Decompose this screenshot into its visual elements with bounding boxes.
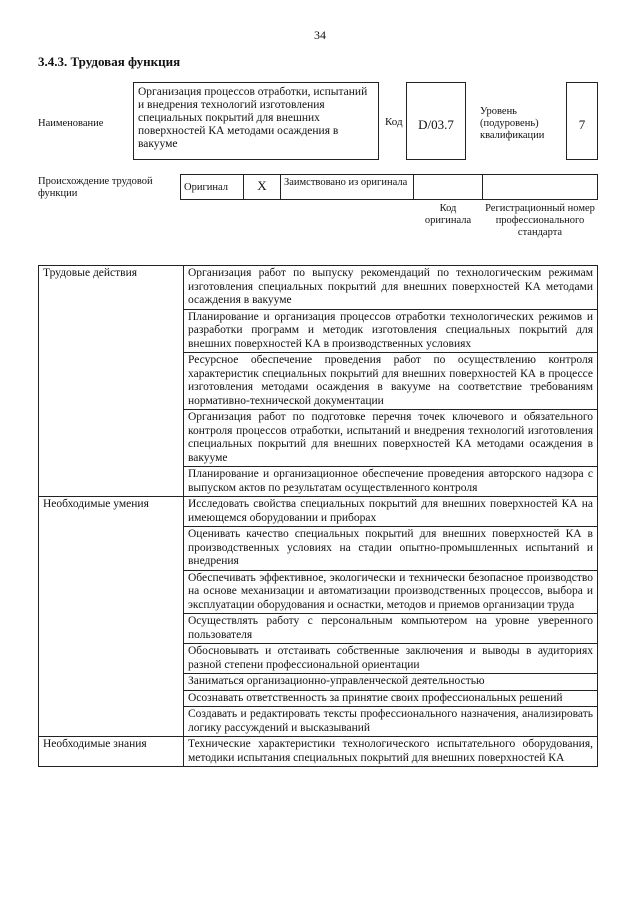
original-code-caption: Код оригинала [424, 203, 472, 226]
reg-number-cell [482, 174, 598, 200]
original-code-cell [413, 174, 483, 200]
code-label: Код [385, 116, 403, 128]
origin-row [180, 174, 598, 200]
level-value-box: 7 [566, 82, 598, 160]
item-cell: Организация работ по выпуску рекомендаций по технологическим режимам изготовления специальных покрытий для внешних поверхностей КА методами осаждения в вакууме [184, 266, 598, 310]
item-cell: Исследовать свойства специальных покрытий для внешних поверхностей КА на имеющемся оборудовании и приборах [184, 497, 598, 527]
page-number: 34 [314, 28, 326, 42]
item-cell: Планирование и организация процессов отработки технологических режимов и разработки программ и методик изготовления специальных покрытий для внешних поверхностей КА в производственных условиях [184, 309, 598, 353]
item-cell: Планирование и организационное обеспечение проведения авторского надзора с выпуском актов по результатам осуществленного контроля [184, 467, 598, 497]
item-cell: Создавать и редактировать тексты профессионального назначения, анализировать логику рассуждений и высказываний [184, 707, 598, 737]
original-cell [180, 174, 244, 200]
item-cell: Обеспечивать эффективное, экологически и технически безопасное производство на основе механизации и автоматизации производственных процессов, выбора и эксплуатации оборудования и оснастки, методов и приемов организации труда [184, 570, 598, 614]
table-row [39, 497, 598, 527]
original-label: Оригинал [184, 182, 228, 193]
table-row [39, 266, 598, 310]
item-cell: Осознавать ответственность за принятие своих профессиональных решений [184, 690, 598, 707]
category-cell: Необходимые знания [39, 737, 184, 767]
name-label: Наименование [38, 118, 104, 129]
original-mark-cell: X [243, 174, 281, 200]
reg-number-caption: Регистрационный номер профессионального стандарта [485, 203, 595, 238]
code-value-box: D/03.7 [406, 82, 466, 160]
level-label: Уровень (подуровень) квалификации [480, 106, 545, 141]
origin-label: Происхождение трудовой функции [38, 176, 153, 199]
borrowed-cell: Заимствовано из оригинала [280, 174, 414, 200]
category-cell: Трудовые действия [39, 266, 184, 497]
function-name-box: Организация процессов отработки, испытаний и внедрения технологий изготовления специальных покрытий для внешних поверхностей КА методами осаждения в вакууме [133, 82, 379, 160]
item-cell: Оценивать качество специальных покрытий для внешних поверхностей КА в производственных условиях на стадии опытно-промышленных испытаний и внедрения [184, 527, 598, 571]
item-cell: Обосновывать и отстаивать собственные заключения и выводы в аудиториях разной степени профессиональной ориентации [184, 644, 598, 674]
item-cell: Осуществлять работу с персональным компьютером на уровне уверенного пользователя [184, 614, 598, 644]
item-cell: Ресурсное обеспечение проведения работ по осуществлению контроля характеристик специальных покрытий для внешних поверхностей КА в процессе изготовления методами осаждения в вакууме на соответствие требованиям нормативно-технической документации [184, 353, 598, 410]
table-row [39, 737, 598, 767]
section-heading: 3.4.3. Трудовая функция [38, 54, 181, 69]
item-cell: Технические характеристики технологического испытательного оборудования, методики испытания специальных покрытий для внешних поверхностей КА [184, 737, 598, 767]
item-cell: Организация работ по подготовке перечня точек ключевого и обязательного контроля процессов отработки, испытаний и внедрения технологий изготовления специальных покрытий для внешних поверхностей КА методами осаждения в вакууме [184, 410, 598, 467]
category-cell: Необходимые умения [39, 497, 184, 737]
item-cell: Заниматься организационно-управленческой деятельностью [184, 674, 598, 691]
function-details-table [38, 265, 598, 767]
